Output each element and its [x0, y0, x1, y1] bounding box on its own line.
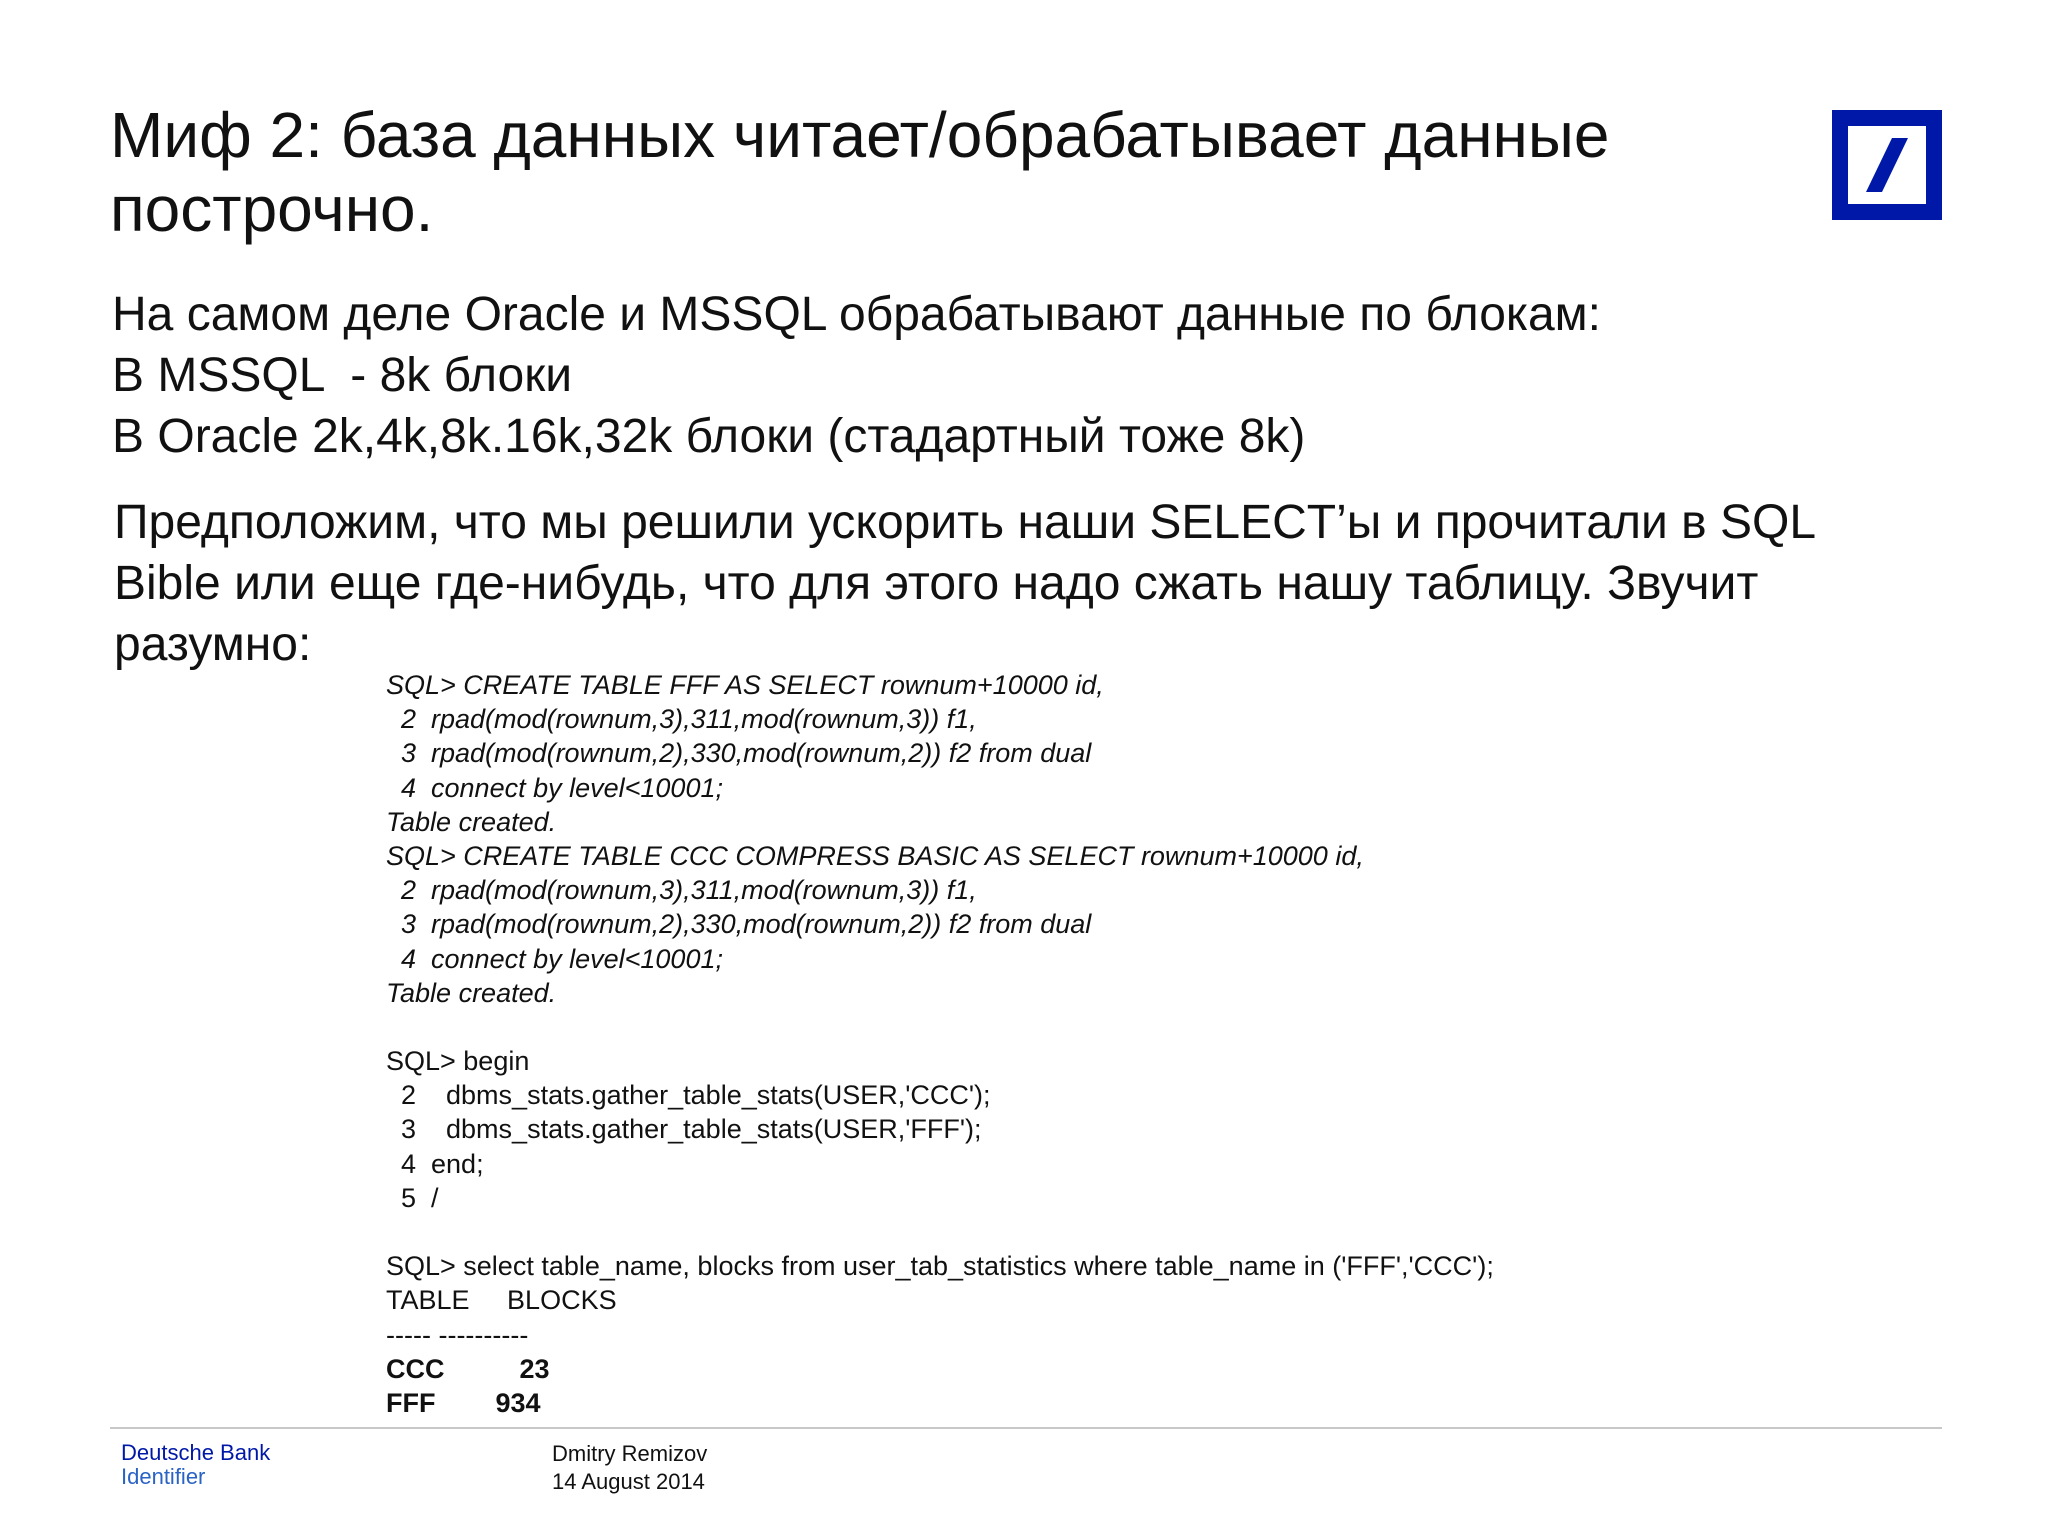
author-name: Dmitry Remizov	[552, 1441, 708, 1466]
intro-line: разумно:	[114, 618, 312, 671]
code-line: Table created.	[386, 806, 557, 837]
code-line: 2 rpad(mod(rownum,3),311,mod(rownum,3)) f1,	[386, 875, 977, 906]
logo-inner-square	[1848, 126, 1926, 204]
slash-icon	[1848, 126, 1926, 204]
bank-name: Deutsche Bank	[121, 1440, 271, 1465]
code-line: ----- ----------	[386, 1319, 529, 1350]
code-line: 2 dbms_stats.gather_table_stats(USER,'CCC');	[386, 1080, 991, 1111]
fact-line: В MSSQL - 8k блоки	[112, 349, 573, 402]
presentation-date: 14 August 2014	[552, 1469, 705, 1494]
intro-paragraph	[114, 492, 1944, 675]
code-line: 2 rpad(mod(rownum,3),311,mod(rownum,3)) f1,	[386, 704, 977, 735]
result-row: CCC 23	[386, 1353, 550, 1384]
code-line: 3 dbms_stats.gather_table_stats(USER,'FFF');	[386, 1114, 982, 1145]
identifier-label: Identifier	[121, 1464, 206, 1489]
result-row: FFF 934	[386, 1387, 541, 1418]
fact-line: На самом деле Oracle и MSSQL обрабатывают данные по блокам:	[112, 288, 1601, 341]
code-line: SQL> CREATE TABLE CCC COMPRESS BASIC AS SELECT rownum+10000 id,	[386, 840, 1364, 871]
code-line: Table created.	[386, 977, 557, 1008]
code-line: SQL> begin	[386, 1046, 530, 1077]
code-line: 5 /	[386, 1182, 439, 1213]
code-line: 4 connect by level<10001;	[386, 943, 723, 974]
footer-branding	[121, 1441, 270, 1489]
code-line: 4 end;	[386, 1148, 484, 1179]
code-line: SQL> CREATE TABLE FFF AS SELECT rownum+10000 id,	[386, 670, 1104, 700]
code-blank-line	[386, 1215, 1906, 1249]
title-line-2: построчно.	[110, 173, 434, 245]
deutsche-bank-logo	[1832, 110, 1942, 220]
title-line-1: Миф 2: база данных читает/обрабатывает данные	[110, 99, 1610, 171]
footer-author-info	[552, 1440, 707, 1496]
code-line: 3 rpad(mod(rownum,2),330,mod(rownum,2)) f2 from dual	[386, 909, 1092, 940]
sql-code-listing	[386, 668, 1906, 1420]
code-line: 4 connect by level<10001;	[386, 772, 723, 803]
code-blank-line	[386, 1010, 1906, 1044]
code-line: TABLE BLOCKS	[386, 1285, 617, 1316]
footer-divider	[110, 1427, 1942, 1429]
intro-line: Bible или еще где-нибудь, что для этого надо сжать нашу таблицу. Звучит	[114, 557, 1759, 610]
code-line: 3 rpad(mod(rownum,2),330,mod(rownum,2)) f2 from dual	[386, 738, 1092, 769]
code-line: SQL> select table_name, blocks from user_tab_statistics where table_name in ('FFF','CCC');	[386, 1251, 1494, 1282]
facts-block	[112, 284, 1812, 467]
fact-line: В Oracle 2k,4k,8k.16k,32k блоки (стадартный тоже 8k)	[112, 410, 1306, 463]
intro-line: Предположим, что мы решили ускорить наши SELECT’ы и прочитали в SQL	[114, 496, 1817, 549]
slide-title	[110, 98, 1760, 246]
